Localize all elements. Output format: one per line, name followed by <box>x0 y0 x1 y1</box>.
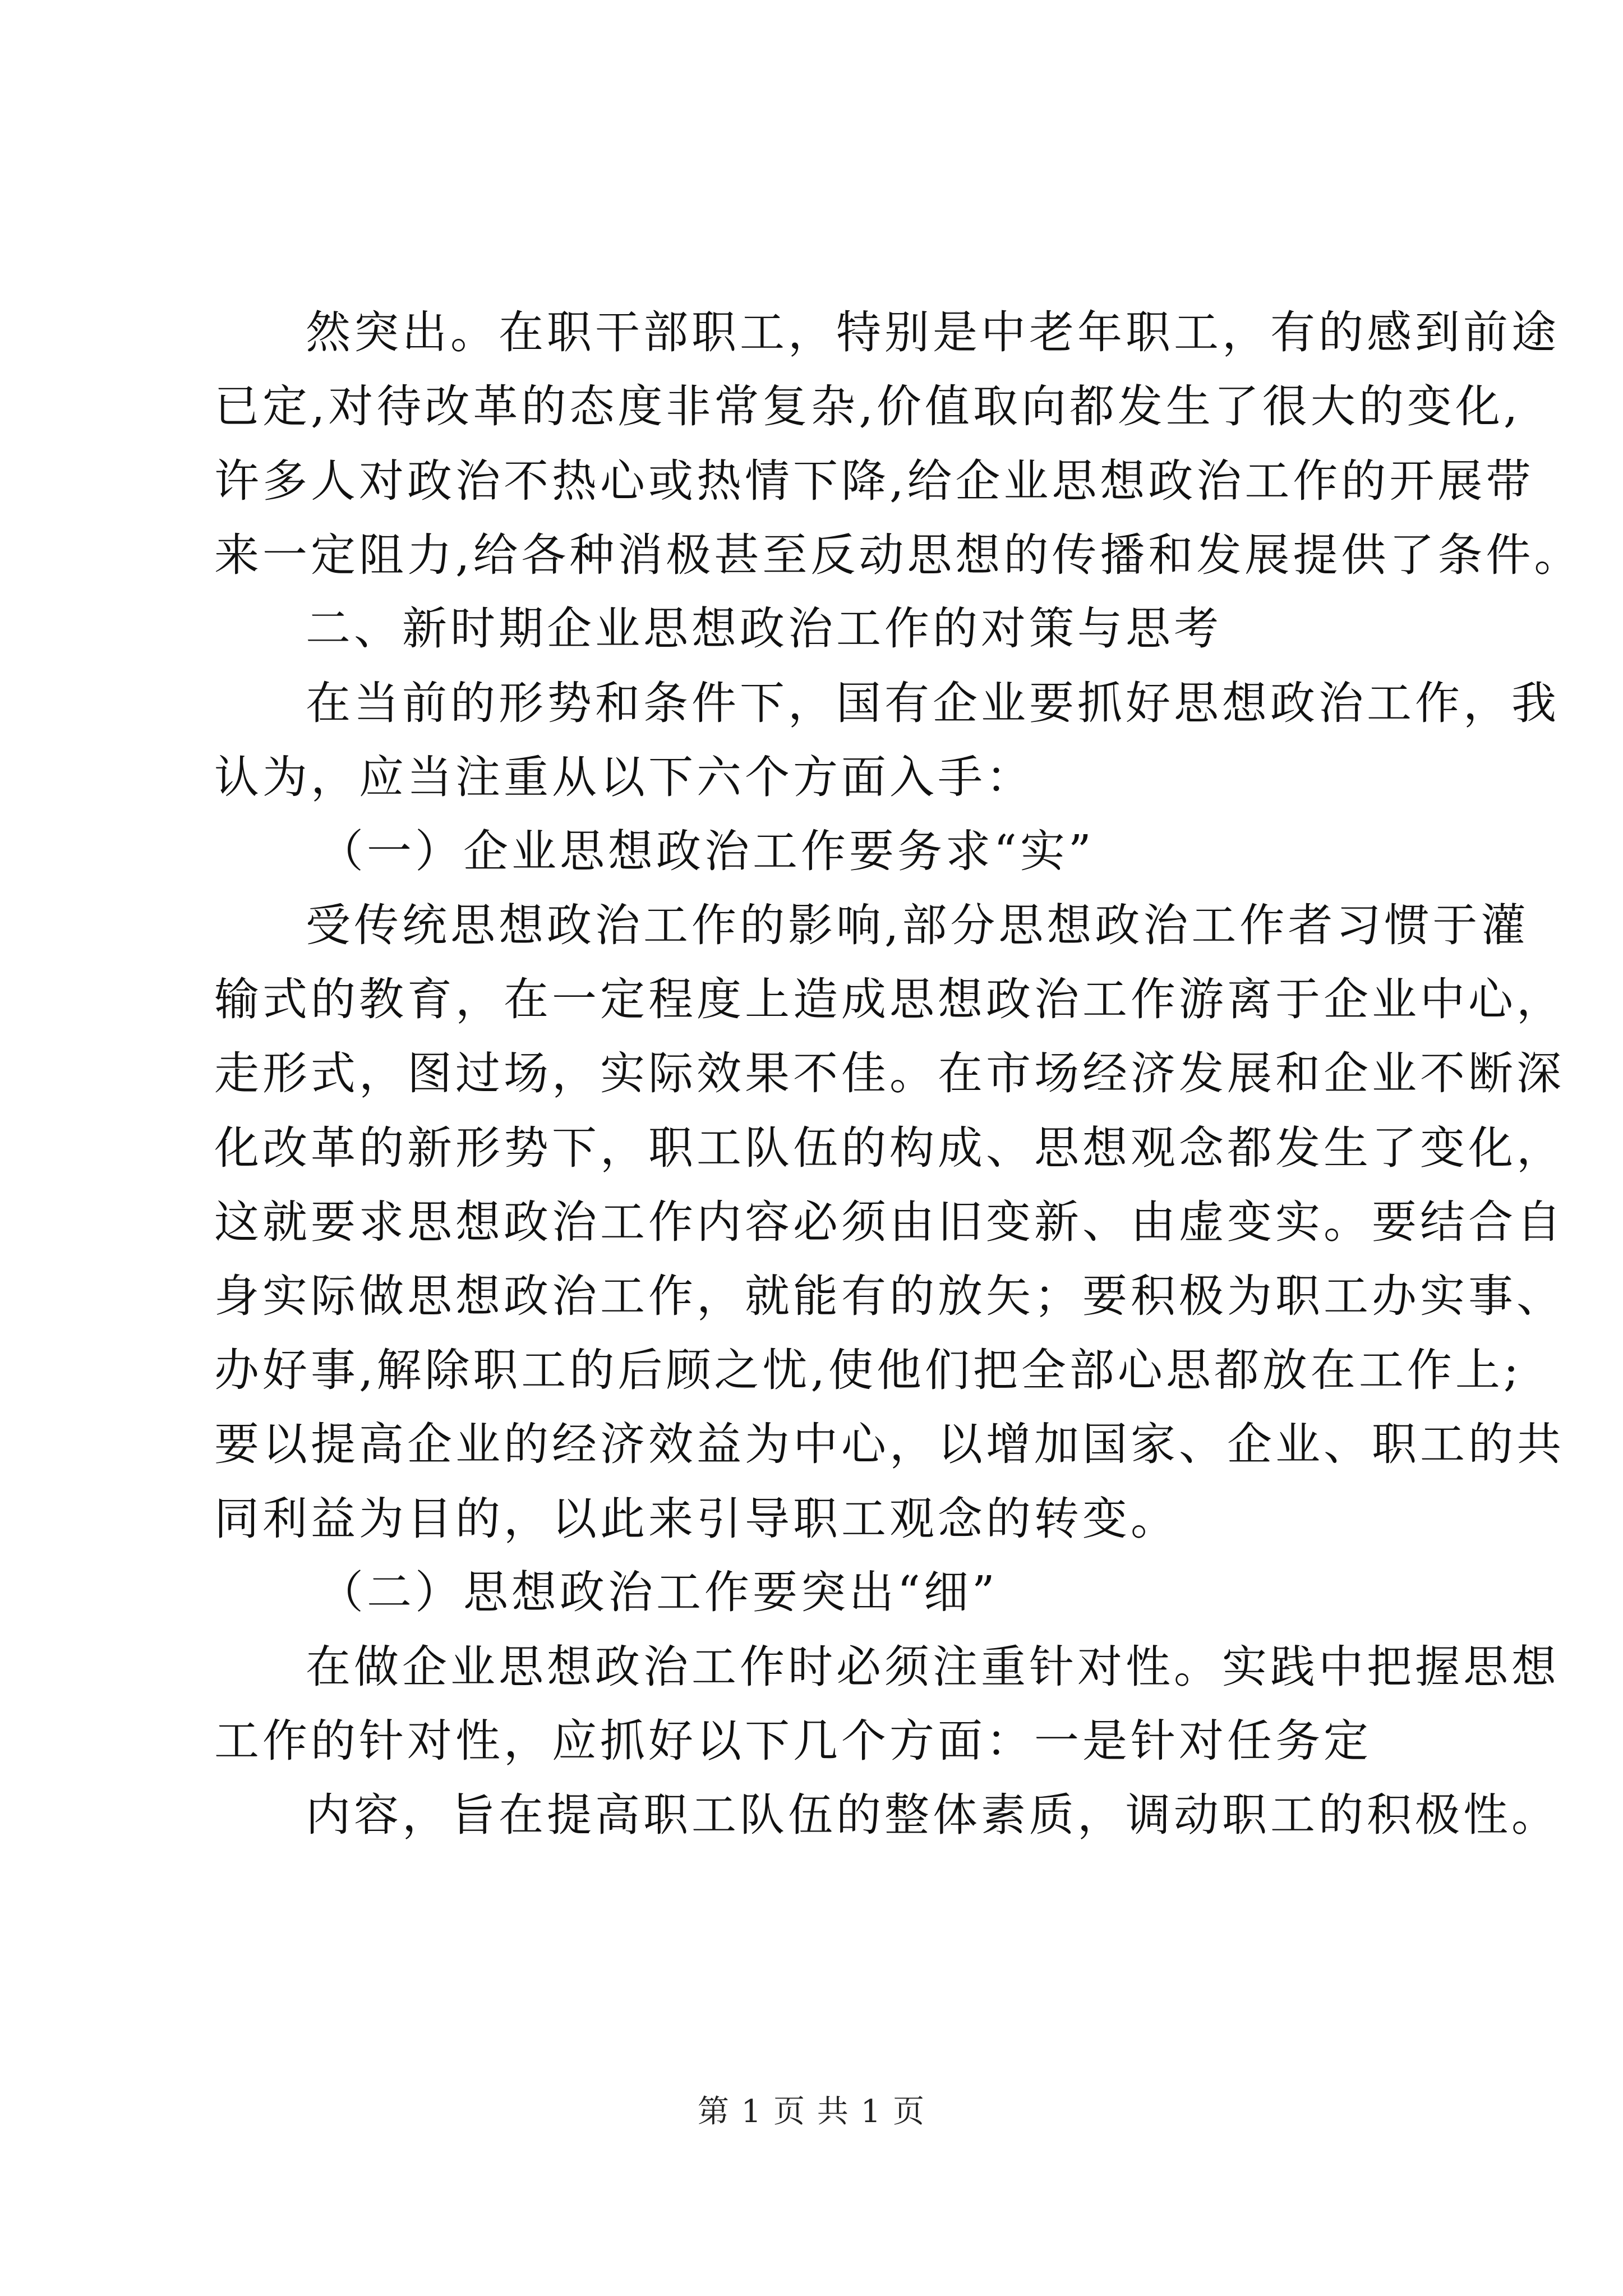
body-line: 在当前的形势和条件下，国有企业要抓好思想政治工作，我 <box>306 677 1560 729</box>
body-line: 同利益为目的，以此来引导职工观念的转变。 <box>214 1493 1179 1545</box>
body-line: 输式的教育，在一定程度上造成思想政治工作游离于企业中心， <box>214 973 1565 1025</box>
body-line: 身实际做思想政治工作，就能有的放矢；要积极为职工办实事、 <box>214 1270 1565 1322</box>
body-line: 内容，旨在提高职工队伍的整体素质，调动职工的积极性。 <box>306 1789 1560 1841</box>
body-line: 化改革的新形势下，职工队伍的构成、思想观念都发生了变化， <box>214 1122 1565 1174</box>
subsection-heading: （一）企业思想政治工作要务求“实” <box>319 825 1095 877</box>
body-line: 这就要求思想政治工作内容必须由旧变新、由虚变实。要结合自 <box>214 1196 1565 1248</box>
body-line: 认为，应当注重从以下六个方面入手： <box>214 751 1034 803</box>
body-line: 办好事,解除职工的后顾之忧,使他们把全部心思都放在工作上; <box>214 1344 1522 1396</box>
body-line: 要以提高企业的经济效益为中心，以增加国家、企业、职工的共 <box>214 1418 1565 1470</box>
body-line: 然突出。在职干部职工，特别是中老年职工，有的感到前途 <box>306 306 1560 358</box>
body-line: 走形式，图过场，实际效果不佳。在市场经济发展和企业不断深 <box>214 1047 1565 1099</box>
body-line: 许多人对政治不热心或热情下降,给企业思想政治工作的开展带 <box>214 455 1534 507</box>
body-line: 工作的针对性，应抓好以下几个方面：一是针对任务定 <box>214 1715 1372 1767</box>
subsection-heading: （二）思想政治工作要突出“细” <box>319 1566 998 1618</box>
body-line: 已定,对待改革的态度非常复杂,价值取向都发生了很大的变化, <box>214 380 1521 432</box>
body-line: 在做企业思想政治工作时必须注重针对性。实践中把握思想 <box>306 1641 1560 1693</box>
page-footer: 第 1 页 共 1 页 <box>697 2093 926 2130</box>
body-line: 受传统思想政治工作的影响,部分思想政治工作者习惯于灌 <box>306 899 1529 951</box>
body-line: 来一定阻力,给各种消极甚至反动思想的传播和发展提供了条件。 <box>214 529 1583 581</box>
section-heading: 二、新时期企业思想政治工作的对策与思考 <box>306 602 1222 655</box>
